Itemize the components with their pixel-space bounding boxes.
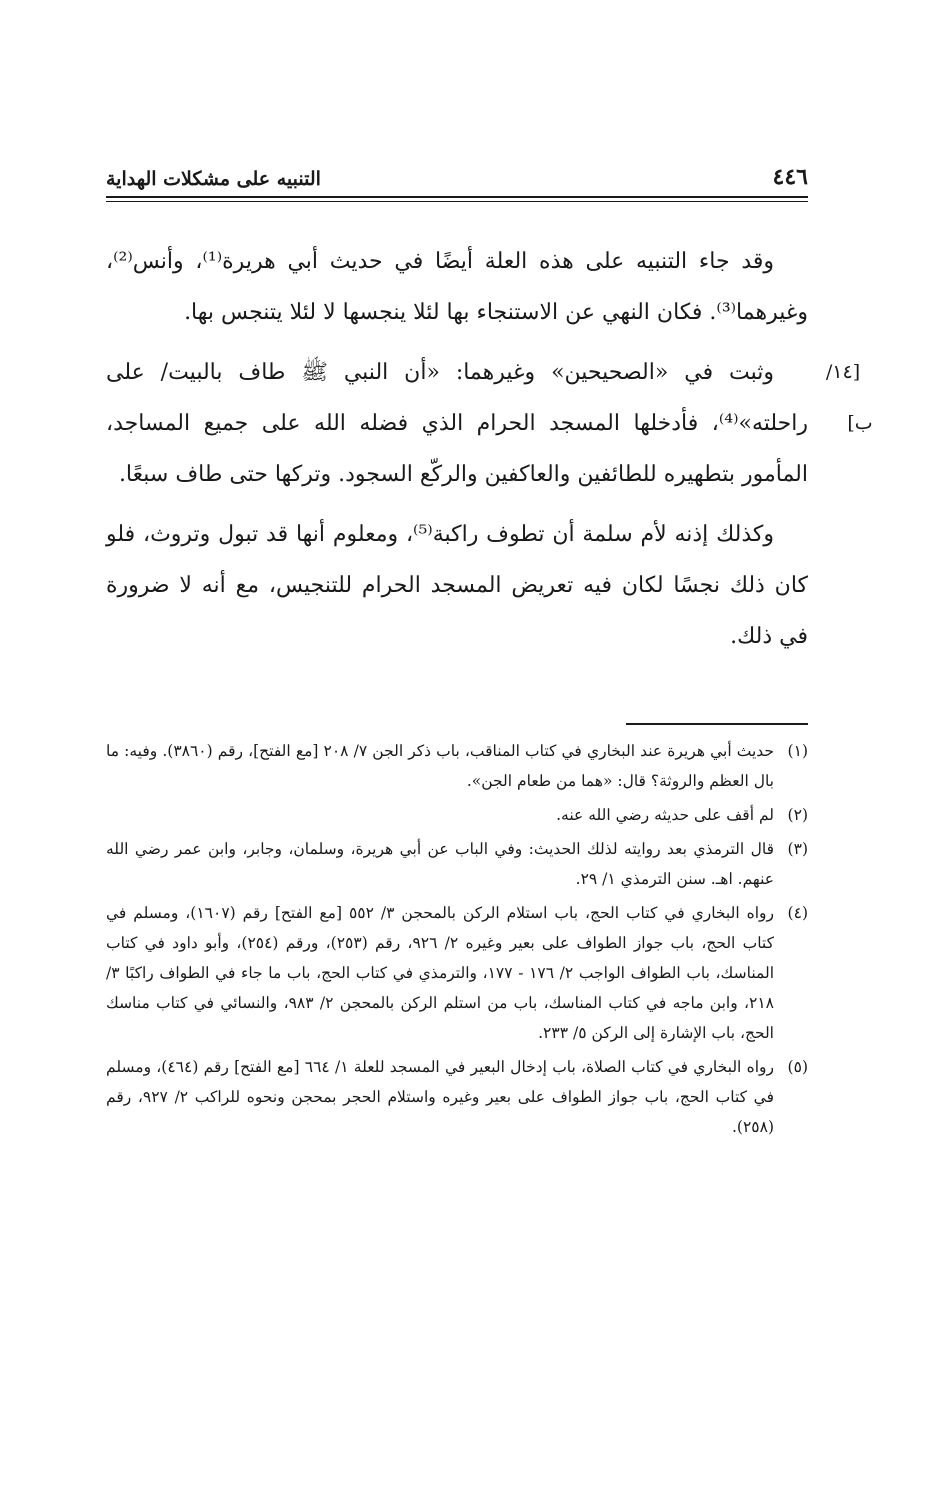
- footnote-text: رواه البخاري في كتاب الصلاة، باب إدخال البعير في المسجد للعلة ١/ ٦٦٤ [مع الفتح] رقم (٤٦٤)، ومسلم في كتاب الحج، باب جواز الطواف على بعير وغيره واستلام الحجر بمحجن ونحوه للراكب ٢/ ٩٢٧، رقم (٢٥٨).: [106, 1058, 775, 1136]
- footnote: [106, 1052, 808, 1142]
- footnote-text: لم أقف على حديثه رضي الله عنه.: [556, 806, 774, 824]
- margin-folio-note: [١٤/ ب]: [825, 361, 873, 434]
- footnote: [106, 736, 808, 796]
- paragraph-2: [106, 347, 873, 500]
- footnote: [106, 898, 808, 1048]
- footnote-number: (١): [787, 742, 808, 760]
- footnote-number: (٣): [787, 840, 808, 858]
- footnotes: [106, 736, 808, 1146]
- footnote-number: (٥): [787, 1058, 808, 1076]
- running-title: التنبيه على مشكلات الهداية: [106, 168, 321, 190]
- footnote-separator: [626, 723, 808, 725]
- footnote: [106, 834, 808, 894]
- paragraph-1: وقد جاء التنبيه على هذه العلة أيضًا في حديث أبي هريرة⁽¹⁾، وأنس⁽²⁾، وغيرهما⁽³⁾. فكان النهي عن الاستنجاء بها لئلا ينجسها لا لئلا يتنجس بها.: [106, 249, 808, 325]
- page-header: [106, 156, 808, 190]
- header-rule-thick: [106, 196, 808, 198]
- main-text: [106, 236, 873, 671]
- footnote-text: حديث أبي هريرة عند البخاري في كتاب المناقب، باب ذكر الجن ٧/ ٢٠٨ [مع الفتح]، رقم (٣٨٦٠). وفيه: ما بال العظم والروثة؟ قال: «هما من طعام الجن».: [106, 742, 774, 790]
- paragraph-2-text: وثبت في «الصحيحين» وغيرهما: «أن النبي ﷺ طاف بالبيت/ على راحلته»⁽⁴⁾، فأدخلها المسجد الحرام الذي فضله الله على جميع المساجد، المأمور بتطهيره للطائفين والعاكفين والركّع السجود. وتركها حتى طاف سبعًا.: [106, 360, 808, 487]
- footnote: [106, 800, 808, 830]
- page-number: ٤٤٦: [772, 164, 808, 190]
- footnote-text: قال الترمذي بعد روايته لذلك الحديث: وفي الباب عن أبي هريرة، وسلمان، وجابر، وابن عمر رضي الله عنهم. اهـ. سنن الترمذي ١/ ٢٩.: [106, 840, 774, 888]
- paragraph-3: وكذلك إذنه لأم سلمة أن تطوف راكبة⁽⁵⁾، ومعلوم أنها قد تبول وتروث، فلو كان ذلك نجسًا لكان فيه تعريض المسجد الحرام للتنجيس، مع أنه لا ضرورة في ذلك.: [106, 522, 808, 649]
- footnote-text: رواه البخاري في كتاب الحج، باب استلام الركن بالمحجن ٣/ ٥٥٢ [مع الفتح] رقم (١٦٠٧)، ومسلم في كتاب الحج، باب جواز الطواف على بعير وغيره ٢/ ٩٢٦، رقم (٢٥٣)، ورقم (٢٥٤)، وأبو داود في كتاب المناسك، باب الطواف الواجب ٢/ ١٧٦ - ١٧٧، والترمذي في كتاب الحج، باب ما جاء في الطواف راكبًا ٣/ ٢١٨، وابن ماجه في كتاب المناسك، باب من استلم الركن بالمحجن ٢/ ٩٨٣، والنسائي في كتاب مناسك الحج، باب الإشارة إلى الركن ٥/ ٢٣٣.: [106, 904, 775, 1042]
- footnote-number: (٢): [787, 806, 808, 824]
- footnote-number: (٤): [787, 904, 808, 922]
- header-rule-thin: [106, 201, 808, 202]
